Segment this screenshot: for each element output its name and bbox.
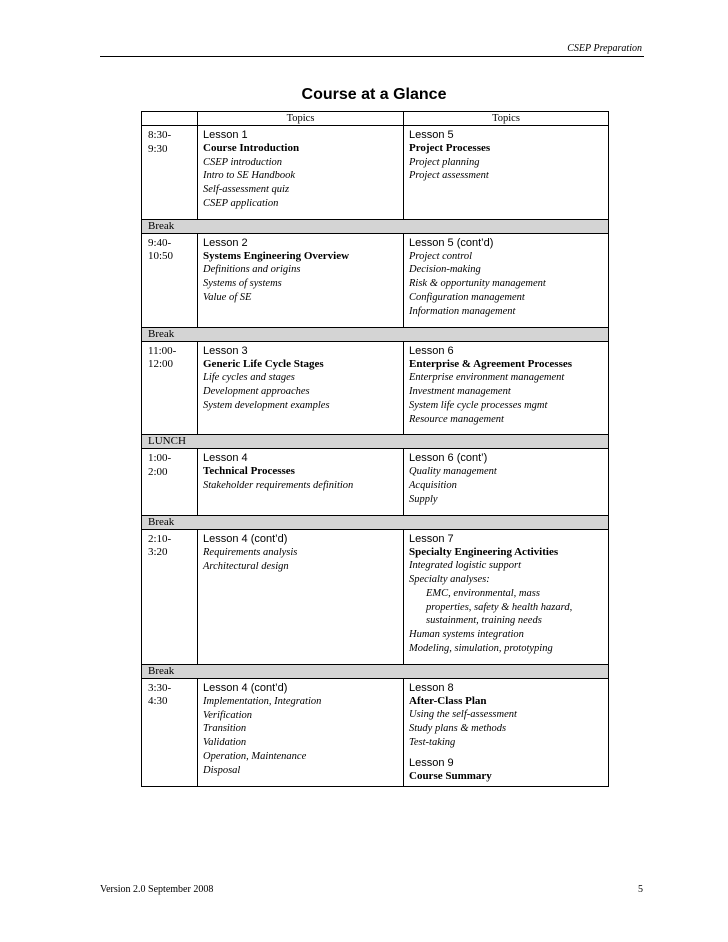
- table-row: [142, 449, 609, 515]
- topic-item: Quality management: [409, 466, 497, 478]
- topic-item: Risk & opportunity management: [409, 278, 546, 290]
- topic-item: Stakeholder requirements definition: [203, 479, 354, 491]
- topic-subitem: EMC, environmental, mass: [426, 587, 540, 599]
- time-cell: 1:00- 2:00: [142, 449, 198, 515]
- topic-item: Configuration management: [409, 292, 525, 304]
- running-header: CSEP Preparation: [567, 43, 642, 54]
- lesson-cell: [198, 529, 404, 664]
- topic-item: Specialty analyses:: [409, 574, 490, 586]
- topic-item: System life cycle processes mgmt: [409, 399, 548, 411]
- topic-item: Information management: [409, 305, 516, 317]
- break-label: Break: [148, 219, 175, 232]
- table-row: [142, 341, 609, 435]
- table-row: [142, 678, 609, 786]
- lesson-label: Lesson 3: [203, 344, 248, 357]
- topic-item: Intro to SE Handbook: [203, 170, 296, 182]
- topic-item: Operation, Maintenance: [203, 751, 307, 763]
- break-row: [142, 327, 609, 341]
- topic-item: Modeling, simulation, prototyping: [409, 643, 553, 655]
- table-header-row: [142, 112, 609, 126]
- lesson-label: Lesson 4: [203, 452, 248, 465]
- topic-item: Test-taking: [409, 736, 456, 748]
- lesson-subtitle: Technical Processes: [203, 465, 295, 478]
- lesson-subtitle: Course Summary: [409, 769, 492, 782]
- topic-item: Project planning: [409, 156, 480, 168]
- time-cell: 2:10- 3:20: [142, 529, 198, 664]
- lesson-label: Lesson 5: [409, 129, 454, 141]
- schedule-table: [141, 111, 609, 787]
- lesson-cell: [198, 678, 404, 786]
- topic-item: Project control: [409, 250, 473, 262]
- footer-version: Version 2.0 September 2008: [100, 884, 214, 895]
- topic-item: Study plans & methods: [409, 723, 507, 735]
- lesson-subtitle: Generic Life Cycle Stages: [203, 357, 324, 370]
- lesson-label: Lesson 6 (cont’): [409, 452, 488, 465]
- lesson-subtitle: Project Processes: [409, 142, 491, 154]
- page-number: 5: [638, 884, 643, 895]
- table-row: [142, 529, 609, 664]
- topic-subitem: properties, safety & health hazard,: [426, 601, 573, 613]
- lesson-label: Lesson 7: [409, 532, 454, 545]
- header-rule: [100, 56, 644, 57]
- time-cell: 8:30- 9:30: [142, 126, 198, 220]
- topic-item: Integrated logistic support: [409, 560, 521, 572]
- topic-item: Requirements analysis: [203, 546, 298, 558]
- header-time-cell: [142, 112, 198, 126]
- topic-item: Life cycles and stages: [203, 372, 295, 384]
- topic-item: Human systems integration: [409, 629, 524, 641]
- lesson-cell: [404, 233, 609, 327]
- lesson-label: Lesson 6: [409, 344, 454, 357]
- topic-item: CSEP application: [203, 197, 279, 209]
- lesson-cell: [198, 341, 404, 435]
- break-row: [142, 515, 609, 529]
- lesson-cell: [198, 449, 404, 515]
- lunch-row: [142, 435, 609, 449]
- break-row: [142, 664, 609, 678]
- lesson-cell: [404, 126, 609, 220]
- topic-item: Using the self-assessment: [409, 709, 517, 721]
- topic-item: Supply: [409, 493, 438, 505]
- time-cell: 3:30- 4:30: [142, 678, 198, 786]
- topic-item: Transition: [203, 723, 247, 735]
- topic-item: Acquisition: [409, 480, 457, 492]
- topic-item: Implementation, Integration: [203, 695, 322, 707]
- break-row: [142, 219, 609, 233]
- topic-item: Disposal: [203, 764, 241, 776]
- break-label: Break: [148, 515, 175, 528]
- lesson-cell: [404, 678, 609, 786]
- page-title: Course at a Glance: [301, 86, 447, 103]
- lesson-label: Lesson 5 (cont’d): [409, 236, 494, 249]
- topic-item: Definitions and origins: [203, 264, 301, 276]
- topic-item: Validation: [203, 737, 247, 749]
- table-row: [142, 233, 609, 327]
- lesson-cell: [198, 233, 404, 327]
- lesson-cell: [404, 529, 609, 664]
- topic-item: Resource management: [409, 413, 504, 425]
- break-label: Break: [148, 664, 175, 677]
- topic-subitem: sustainment, training needs: [426, 615, 542, 627]
- topic-item: Systems of systems: [203, 277, 282, 289]
- lesson-subtitle: Systems Engineering Overview: [203, 249, 350, 262]
- lesson-label: Lesson 4 (cont’d): [203, 681, 288, 694]
- topic-item: Value of SE: [203, 291, 252, 303]
- lesson-label: Lesson 2: [203, 236, 248, 249]
- topic-item: System development examples: [203, 399, 330, 411]
- break-label: Break: [148, 327, 175, 340]
- lesson-subtitle: Enterprise & Agreement Processes: [409, 357, 573, 370]
- topic-item: Development approaches: [203, 385, 310, 397]
- lesson-subtitle: After-Class Plan: [409, 694, 487, 707]
- lesson-label: Lesson 4 (cont’d): [203, 532, 288, 545]
- lesson-label: Lesson 1: [203, 129, 248, 141]
- topics-header-mid: Topics: [198, 112, 404, 126]
- topic-item: Enterprise environment management: [409, 372, 565, 384]
- lesson-label: Lesson 8: [409, 681, 454, 694]
- topic-item: Verification: [203, 709, 252, 721]
- lesson-label: Lesson 9: [409, 756, 454, 769]
- time-cell: 9:40- 10:50: [142, 233, 198, 327]
- lesson-cell: [404, 341, 609, 435]
- break-label: LUNCH: [148, 435, 186, 448]
- topic-item: Investment management: [409, 385, 511, 397]
- time-cell: 11:00- 12:00: [142, 341, 198, 435]
- topic-item: CSEP introduction: [203, 156, 283, 168]
- topic-item: Project assessment: [409, 170, 489, 182]
- topics-header-right: Topics: [404, 112, 609, 126]
- lesson-subtitle: Course Introduction: [203, 142, 300, 154]
- topic-item: Decision-making: [409, 264, 481, 276]
- lesson-cell: [404, 449, 609, 515]
- table-row: [142, 126, 609, 220]
- lesson-cell: [198, 126, 404, 220]
- topic-item: Architectural design: [203, 560, 289, 572]
- lesson-subtitle: Specialty Engineering Activities: [409, 545, 559, 558]
- topic-item: Self-assessment quiz: [203, 184, 290, 196]
